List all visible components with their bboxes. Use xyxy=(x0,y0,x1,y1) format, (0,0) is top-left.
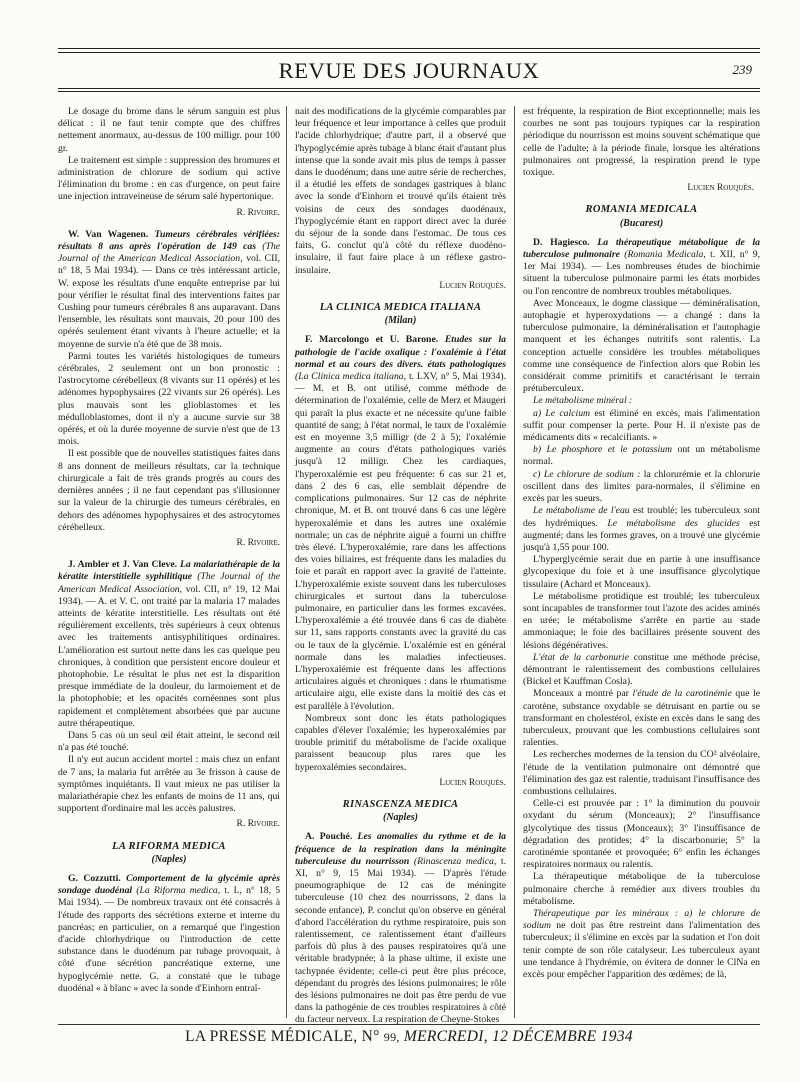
page-number: 239 xyxy=(732,62,752,77)
journal-source: (The Journal of the American Medical Association, xyxy=(58,241,280,265)
paragraph-text: Monceaux a montré par xyxy=(533,688,629,700)
top-rule xyxy=(58,48,760,49)
paragraph-label: Le métabolisme de l'eau xyxy=(533,505,630,517)
journal-source: (The Journal of the American Medical Association, xyxy=(58,571,281,595)
review-signature: R. Rivoire. xyxy=(236,819,280,830)
paragraph-label: l'étude de la carotinémie xyxy=(632,688,732,700)
paragraph: Il est possible que de nouvelles statistiques faites dans 8 ans donnent de meilleurs résultats, car la technique chirurgicale a fait de très grands progrès au cours des dernières années ; il ne faut cependant pas s'illusionner sur la valeur de la chirurgie des tumeurs cérébrales, en dehors des adénomes hypophysaires et des astrocytomes cérébelleux. xyxy=(58,448,280,533)
review-body: t. L, n° 18, 5 Mai 1934). — De nombreux travaux ont été consacrés à l'étude des rapports des sécrétions externe et interne du pancréas; en particulier, on a remarqué que l'ingestion d'acide chlorhydrique ou l'introduction de cette substance dans le duodénum par tubage provoquait, à côté d'une sécrétion pancréatique externe, une hypoglycémie nette. G. a constaté que le tubage duodénal « à blanc » avec la sonde d'Einhorn entraî- xyxy=(58,885,281,994)
section-journal-title: RINASCENZA MEDICA xyxy=(342,798,459,810)
review-entry xyxy=(295,334,512,712)
top-rule-double xyxy=(58,52,760,53)
review-body: vol. CII, n° 19, 12 Mai 1934). — A. et V. C. ont traité par la malaria 17 malades atteints de kératite interstitielle. Les résultats ont été régulièrement excellents, très supérieurs à ceux obtenus avec les traitements antisyphilitiques ordinaires. L'amélioration est surtout nette dans les cas quelque peu chroniques, à condition que persistent encore douleur et photophobie. Le résultat le plus net est la disparition presque immédiate de la douleur, du larmoiement et de la photophobie; et les opacités cornéennes sont plus rapidement et complètement absorbées que par aucune autre thérapeutique. xyxy=(58,583,280,729)
review-signature: Lucien Rouquès. xyxy=(439,280,506,291)
paragraph xyxy=(523,505,760,554)
review-body: t. XII, n° 9, 1er Mai 1934). — Les nombreuses études de biochimie situent la tuberculose pulmonaire parmi les états morbides ou l'on rencontre de nombreux troubles métaboliques. xyxy=(523,249,761,297)
review-body: t. LXV, n° 5, Mai 1934). — M. et B. ont utilisé, comme méthode de détermination de l'oxalémie, celle de Merz et Maugeri qui paraît la plus exacte et ne nécessite qu'une faible quantité de sang; à l'état normal, le taux de l'oxalémie est en moyenne 3,5 milligr (de 2 à 5); l'oxalémie augmente au cours d'états pathologiques variés jusqu'à 12 milligr. Chez les cardiaques, l'hyperoxalémie est peu fréquente: 6 cas sur 21 et, dans 2 des 6 cas, elle semblait dépendre de complications pulmonaires. Sur 12 cas de néphrite chronique, M. et B. ont trouvé dans 6 cas une légère hyperoxalémie et dans les autres une oxalémie normale; un cas de néphrite aiguë a fourni un chiffre très élevé. L'hyperoxalémie, rare dans les affections des voies biliaires, est fréquente dans les maladies du foie et paraît en rapport avec la gravité de l'atteinte. L'hyperoxalémie existe souvent dans les tuberculoses chirurgicales et surtout dans la tuberculose pulmonaire, en particulier dans les formes excavées. L'hyperoxalémie a été trouvée dans 6 cas de diabète sur 11, sans rapports constants avec la gravité du cas ou le taux de la glycémie. L'oxalémie est en général normale dans les maladies infectieuses. L'hyperoxalémie est fréquente dans les affections articulaires aiguës et chroniques : dans le rhumatisme articulaire aigu, elle existe dans la moitié des cas et est parallèle à l'évolution. xyxy=(295,371,506,712)
section-journal-city: (Naples) xyxy=(383,812,418,824)
journal-source: (La Clinica medica italiana, xyxy=(295,371,407,383)
review-author: F. Marcolongo et U. Barone. xyxy=(305,334,439,346)
column-middle xyxy=(286,106,512,1026)
article-title: Tumeurs cérébrales vérifiées: résultats 8 ans après l'opération de 149 cas xyxy=(58,228,281,253)
list-item-label: b) Le phosphore et le potassium xyxy=(533,444,672,456)
header-rule xyxy=(58,88,760,89)
paragraph: Il n'y eut aucun accident mortel : mais chez un enfant de 7 ans, la malaria fut arrêtée au 3e frisson à cause de symptômes inquiétants. Il vaut mieux ne pas utiliser la malariathérapie chez les enfants de moins de 11 ans, qui supportent d'ordinaire mal les accès palustres. xyxy=(58,754,280,815)
paragraph: L'hyperglycémie serait due en partie à une insuffisance glycopexique du foie et à une insuffisance glycolytique tissulaire (Achard et Monceaux). xyxy=(523,554,760,590)
review-author: G. Cozzutti. xyxy=(68,872,121,884)
paragraph-label: Le métabolisme des glucides xyxy=(607,517,740,529)
list-item-text: est éliminé en excès, mais l'alimentation suffit pour compenser la perte. Pour H. il n'existe pas de médicaments dits « recalcifiants. » xyxy=(523,407,760,444)
paragraph: Parmi toutes les variétés histologiques de tumeurs cérébrales, 2 seulement ont un bon pronostic : l'astrocytome cérébelleux (8 vivants sur 11 opérés) et les adénomes hypophysaires (22 vivants sur 26 opérés). Les plus mauvais sont les glioblastomes et les médulloblastomes, dont il n'y a aucune survie sur 38 opérés, et où la durée moyenne de survie n'est que de 13 mois. xyxy=(58,350,280,448)
list-item xyxy=(523,408,760,445)
review-signature: R. Rivoire. xyxy=(236,207,280,218)
review-signature: Lucien Rouquès. xyxy=(687,183,754,194)
page-footer xyxy=(58,1028,760,1046)
list-item-label: a) Le calcium xyxy=(533,407,591,419)
review-signature: R. Rivoire. xyxy=(236,537,280,548)
article-title: La thérapeutique métabolique de la tuberculose pulmonaire xyxy=(523,236,761,261)
paragraph-text: est troublé; les tuberculeux sont des hydrémiques. xyxy=(523,505,760,529)
article-title: La malariathérapie de la kératite interstitielle syphilitique xyxy=(58,559,280,583)
section-journal-city: (Bucarest) xyxy=(619,217,664,229)
list-item-text: ont un métabolisme normal. xyxy=(523,444,760,468)
journal-source: (La Riforma medica, xyxy=(136,885,221,897)
paragraph-label: Thérapeutique par les minéraux : a) le chlorure de sodium xyxy=(523,908,760,932)
paragraph: Celle-ci est prouvée par : 1° la diminution du pouvoir oxydant du sérum (Monceaux); 2° l'insuffisance glycolytique des tissus (Monceaux); 3° l'insuffisance de dégradation des protides; 4° la discarbonurie; 5° la carotinémie spontanée et provoquée; 6° enfin les échanges respiratoires normaux ou ralentis. xyxy=(523,798,760,871)
paragraph: Dans 5 cas où un seul œil était atteint, le second œil n'a pas été touché. xyxy=(58,729,280,754)
footer-issue: 99, xyxy=(383,1030,400,1044)
review-author: A. Pouché. xyxy=(305,831,353,843)
review-author: W. Van Wagenen. xyxy=(68,228,149,240)
journal-source: (Rinascenza medica, xyxy=(413,855,497,867)
subheading xyxy=(523,395,760,407)
paragraph: Le traitement est simple : suppression des bromures et administration de chlorure de sodium qui active l'élimination du brome : en cas d'urgence, on peut faire une injection intraveineuse de sérum salé hypertonique. xyxy=(58,154,280,203)
page-title: REVUE DES JOURNAUX xyxy=(278,58,540,83)
section-journal-title: LA CLINICA MEDICA ITALIANA xyxy=(319,302,482,314)
article-title: Les anomalies du rythme et de la fréquence de la respiration dans la méningite tuberculeuse du nourrisson xyxy=(295,831,507,867)
paragraph-text: constitue une méthode précise, démontrant le ralentissement des combustions cellulaires (Bickel et Kauffman Cosla). xyxy=(523,651,760,688)
paragraph: Le dosage du brome dans le sérum sanguin est plus délicat : il ne faut tenir compte que des chiffres nettement anormaux, au-dessus de 100 milligr. pour 100 gr. xyxy=(58,106,280,154)
running-header xyxy=(58,58,760,84)
subheading-label: Le métabolisme minéral : xyxy=(533,395,633,407)
header-rule-thin xyxy=(58,91,760,92)
paragraph: est fréquente, la respiration de Biot exceptionnelle; mais les courbes ne sont pas toujours typiques car la respiration périodique du nourrisson est moins souvent schématique que celle de l'adulte; à la période finale, lorsque les altérations pulmonaires ont progressé, la respiration prend le type toxique. xyxy=(523,106,760,179)
list-item-text: la chlorurémie et la chlorurie oscillent dans des limites para-normales, il s'élimine en excès par les sueurs. xyxy=(523,468,761,505)
footer-rule xyxy=(58,1024,760,1025)
paragraph: Nombreux sont donc les états pathologiques capables d'élever l'oxalémie; les hyperoxalémies par trouble primitif du métabolisme de l'acide oxalique paraissent beaucoup plus rares que les hyperoxalémies secondaires. xyxy=(295,712,506,773)
paragraph: Avec Monceaux, le dogme classique — déminéralisation, autophagie et hyperoxydations — a changé : dans la tuberculose pulmonaire, la déminéralisation et l'autophagie manquent et les échanges nutritifs sont ralentis. La conception actuelle considère les troubles métaboliques comme une conséquence de l'infection alors que Robin les considérait comme primitifs et caractérisant le terrain prétuberculeux. xyxy=(523,297,760,395)
section-journal-title: LA RIFORMA MEDICA xyxy=(112,840,226,852)
paragraph-text: que le carotène, substance oxydable se détruisant en partie ou se transformant en cholestérol, existe en excès dans le sang des tuberculeux, prouvant que les combustions cellulaires sont ralenties. xyxy=(523,688,761,749)
paragraph xyxy=(523,652,760,689)
paragraph-text: est augmenté; dans les formes graves, on a trouvé une glycémie jusqu'à 1,55 pour 100. xyxy=(523,517,760,553)
article-title: Etudes sur la pathologie de l'acide oxalique : l'oxalémie à l'état normal et au cours des divers. états pathologiques xyxy=(295,334,506,370)
review-entry xyxy=(58,229,286,351)
paragraph-label: L'état de la carbonurie xyxy=(533,651,629,663)
list-item-label: c) Le chlorure de sodium : xyxy=(533,468,641,480)
paragraph xyxy=(523,688,760,749)
column-right xyxy=(514,106,760,1018)
review-author: D. Hagiesco. xyxy=(533,236,590,248)
column-left xyxy=(58,106,286,1018)
list-item xyxy=(523,469,760,506)
footer-date: MERCREDI, 12 DÉCEMBRE 1934 xyxy=(403,1028,633,1045)
paragraph: La thérapeutique métabolique de la tuberculose pulmonaire cherche à remédier aux divers troubles du métabolisme. xyxy=(523,871,760,907)
paragraph-text: ne doit pas être restreint dans l'alimentation des tuberculeux; il s'élimine en excès par la sudation et l'on doit tenir compte de son rôle catalyseur. Les tuberculeux ayant une tendance à l'hydrémie, on évitera de donner le ClNa en excès pour empêcher l'apparition des œdèmes; de là, xyxy=(523,920,760,981)
paragraph: nait des modifications de la glycémie comparables par leur fréquence et leur importance à celles que produit l'acide chlorhydrique; d'autre part, il a observé que l'hypoglycémie après tubage à blanc était d'autant plus intense que la sonde avait mis plus de temps à passer dans le duodénum; dans une autre série de recherches, il a étudié les effets de sondages gastriques à blanc avec la sonde d'Einhorn et trouvé qu'ils étaient très voisins de ceux des sondages duodénaux, l'hypoglycémie étant en rapport direct avec la durée du séjour de la sonde dans l'estomac. De tous ces faits, G. conclut qu'à côté du réflexe duodéno-insulaire, il faut faire place à un réflexe gastro-insulaire. xyxy=(295,106,506,276)
review-body: t. XI, n° 9, 15 Mai 1934). — D'après l'étude pneumographique de 12 cas de méningite tuberculeuse (10 chez des nourrissons, 2 dans la seconde enfance), P. conclut qu'on observe en général d'abord l'accélération du rythme respiratoire, puis son ralentissement, ce ralentissement étant d'ailleurs parfois dû plus à des pauses respiratoires qu'à une véritable bradypnée; à la phase ultime, il existe une tachypnée évidente; celle-ci peut être plus précoce, dépendant du progrès des lésions pulmonaires; le rôle des lésions pulmonaires ne doit pas être perdu de vue dans la pathogénie de ces troubles respiratoires à côté du facteur nerveux. La respiration de Cheyne-Stokes xyxy=(295,855,507,1026)
journal-source: (Romania Medicala, xyxy=(624,249,706,261)
review-entry xyxy=(523,237,760,298)
footer-journal: LA PRESSE MÉDICALE, N° xyxy=(185,1028,380,1045)
review-entry xyxy=(58,873,286,995)
article-title: Comportement de la glycémie après sondage duodénal xyxy=(58,872,281,897)
paragraph: Le métabolisme protidique est troublé; les tuberculeux sont incapables de transformer tout l'azote des acides aminés en urée; le métabolisme s'arrête en partie au stade ammoniaque; le foie des bacillaires présente souvent des lésions dégénératives. xyxy=(523,590,760,651)
section-journal-title: ROMANIA MEDICALA xyxy=(585,204,698,216)
list-item xyxy=(523,444,760,468)
review-signature: Lucien Rouquès. xyxy=(439,777,506,788)
paragraph: Les recherches modernes de la tension du CO² alvéolaire, l'étude de la ventilation pulmonaire ont démontré que l'élimination des gaz est ralentie, traduisant l'insuffisance des combustions cellulaires. xyxy=(523,749,760,797)
review-entry xyxy=(58,559,286,730)
review-author: J. Ambler et J. Van Cleve. xyxy=(68,559,178,571)
section-journal-city: (Milan) xyxy=(384,315,417,327)
review-body: vol. CII, n° 18, 5 Mai 1934). — Dans ce très intéressant article, W. expose les résultats d'une enquête entreprise par lui pour vérifier le résultat final des interventions faites par Cushing pour tumeurs cérébrales 8 ans auparavant. Dans l'ensemble, les résultats sont mauvais, 20 pour 100 des opérés seulement étant vivants à l'heure actuelle; et la moyenne de survie n'a été que de 38 mois. xyxy=(58,253,281,350)
section-journal-city: (Naples) xyxy=(151,853,187,865)
review-entry xyxy=(295,831,512,1026)
paragraph xyxy=(523,908,760,981)
